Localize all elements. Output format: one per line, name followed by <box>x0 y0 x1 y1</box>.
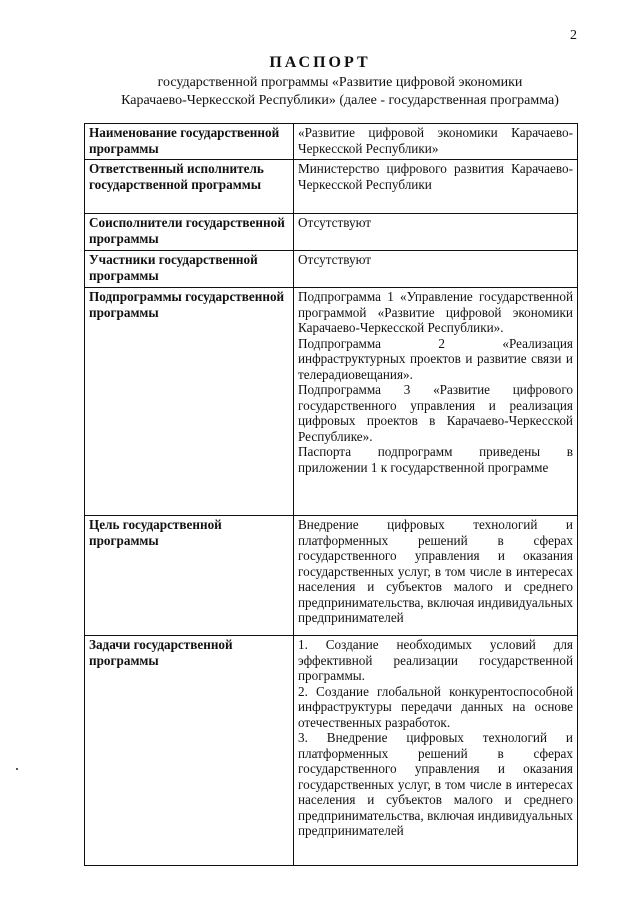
row-value-responsible-executor <box>294 160 578 214</box>
table-row <box>85 124 578 160</box>
value-paragraph: Министерство цифрового развития Карачаево-Черкесской Республики <box>298 161 573 192</box>
scan-speck <box>16 768 18 770</box>
row-label-tasks: Задачи государственной программы <box>85 636 294 866</box>
value-paragraph: «Развитие цифровой экономики Карачаево-Черкесской Республики» <box>298 125 573 156</box>
value-paragraph: Паспорта подпрограмм приведены в приложении 1 к государственной программе <box>298 444 573 475</box>
subtitle-line-1: государственной программы «Развитие цифровой экономики <box>157 75 523 90</box>
value-paragraph: Подпрограмма 1 «Управление государственной программой «Развитие цифровой экономики Карачаево-Черкесской Республики». <box>298 289 573 335</box>
value-paragraph: 3. Внедрение цифровых технологий и платформенных решений в сферах государственного управления и оказания государственных услуг, в том числе в интересах населения и субъектов малого и среднего предпринимательства, включая индивидуальных предпринимателей <box>298 730 573 838</box>
value-paragraph: Отсутствуют <box>298 215 372 230</box>
value-paragraph: 1. Создание необходимых условий для эффективной реализации государственной программы. <box>298 637 573 683</box>
value-paragraph: Подпрограмма 3 «Развитие цифрового государственного управления и реализация цифровых проектов в Карачаево-Черкесской Республике». <box>298 382 573 444</box>
table-row <box>85 636 578 866</box>
row-value-goal <box>294 516 578 636</box>
row-label-participants: Участники государственной программы <box>85 251 294 288</box>
document-title: ПАСПОРТ <box>269 54 371 71</box>
row-value-tasks <box>294 636 578 866</box>
row-label-responsible-executor: Ответственный исполнитель государственной программы <box>85 160 294 214</box>
value-paragraph: Внедрение цифровых технологий и платформенных решений в сферах государственного управления и оказания государственных услуг, в том числе в интересах населения и субъектов малого и среднего предпринимательства, включая индивидуальных предпринимателей <box>298 517 573 625</box>
value-paragraph: Подпрограмма 2 «Реализация инфраструктурных проектов и развитие связи и телерадиовещания». <box>298 335 573 382</box>
document-subtitle <box>60 74 620 110</box>
table-row <box>85 251 578 288</box>
page-number: 2 <box>570 28 577 43</box>
value-paragraph: 2. Создание глобальной конкурентоспособной инфраструктуры передачи данных на основе отечественных разработок. <box>298 683 573 730</box>
table-row <box>85 288 578 516</box>
passport-table <box>84 123 578 866</box>
subtitle-line-2: Карачаево-Черкесской Республики» (далее - государственная программа) <box>121 93 559 108</box>
row-value-co-executors <box>294 214 578 251</box>
table-row <box>85 160 578 214</box>
value-paragraph: Отсутствуют <box>298 252 372 267</box>
row-label-program-name: Наименование государственной программы <box>85 124 294 160</box>
row-value-participants <box>294 251 578 288</box>
row-label-co-executors: Соисполнители государственной программы <box>85 214 294 251</box>
row-label-goal: Цель государственной программы <box>85 516 294 636</box>
row-value-program-name <box>294 124 578 160</box>
row-label-subprograms: Подпрограммы государственной программы <box>85 288 294 516</box>
table-row <box>85 214 578 251</box>
row-value-subprograms <box>294 288 578 516</box>
table-row <box>85 516 578 636</box>
